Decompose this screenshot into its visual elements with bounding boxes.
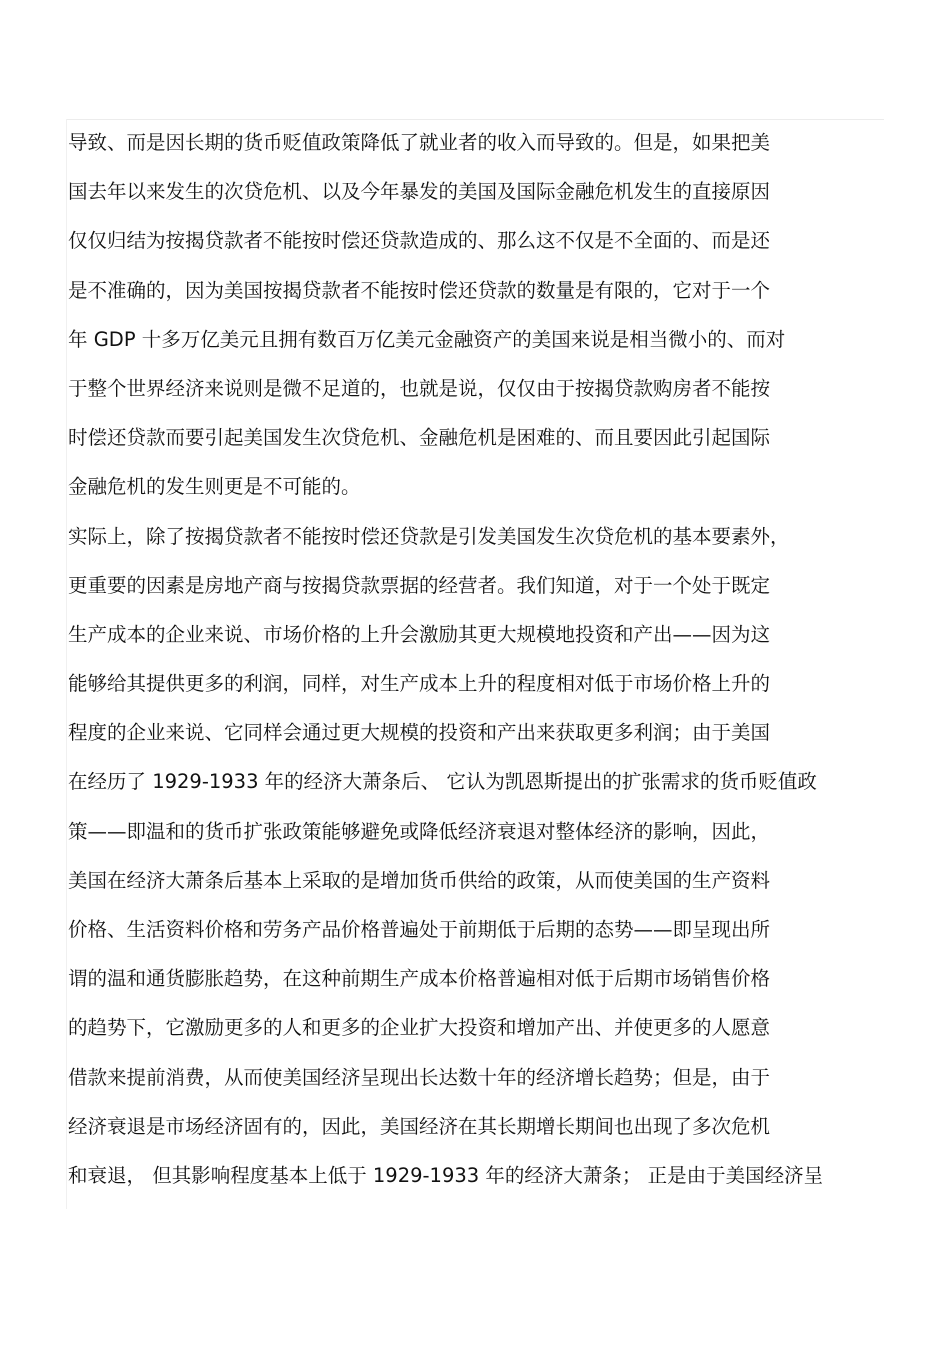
left-margin-line bbox=[66, 119, 67, 1209]
text-line-3: 仅仅归结为按揭贷款者不能按时偿还贷款造成的、那么这不仅是不全面的、而是还 bbox=[68, 229, 771, 253]
body-text bbox=[68, 126, 928, 1208]
text-line-17: 价格、生活资料价格和劳务产品价格普遍处于前期低于后期的态势——即呈现出所 bbox=[68, 918, 771, 941]
text-line-4: 是不准确的，因为美国按揭贷款者不能按时偿还贷款的数量是有限的，它对于一个 bbox=[68, 278, 771, 302]
text-line-2: 国去年以来发生的次贷危机、以及今年暴发的美国及国际金融危机发生的直接原因 bbox=[68, 180, 771, 204]
text-line-9: 实际上，除了按揭贷款者不能按时偿还贷款是引发美国发生次贷危机的基本要素外， bbox=[68, 524, 790, 548]
top-divider bbox=[66, 119, 884, 120]
text-line-21: 经济衰退是市场经济固有的，因此，美国经济在其长期增长期间也出现了多次危机 bbox=[68, 1114, 771, 1138]
text-line-22: 和衰退， 但其影响程度基本上低于 1929-1933 年的经济大萧条； 正是由于美国经济呈 bbox=[68, 1163, 824, 1187]
text-line-11: 生产成本的企业来说、市场价格的上升会激励其更大规模地投资和产出——因为这 bbox=[68, 622, 771, 646]
text-line-19: 的趋势下，它激励更多的人和更多的企业扩大投资和增加产出、并使更多的人愿意 bbox=[68, 1016, 771, 1040]
text-line-20: 借款来提前消费，从而使美国经济呈现出长达数十年的经济增长趋势；但是，由于 bbox=[68, 1065, 771, 1089]
text-line-15: 策——即温和的货币扩张政策能够避免或降低经济衰退对整体经济的影响，因此， bbox=[68, 819, 771, 843]
text-line-14: 在经历了 1929-1933 年的经济大萧条后、 它认为凯恩斯提出的扩张需求的货币贬值政 bbox=[68, 770, 817, 794]
text-line-16: 美国在经济大萧条后基本上采取的是增加货币供给的政策，从而使美国的生产资料 bbox=[68, 868, 771, 892]
text-line-7: 时偿还贷款而要引起美国发生次贷危机、金融危机是困难的、而且要因此引起国际 bbox=[68, 426, 771, 450]
text-line-18: 谓的温和通货膨胀趋势，在这种前期生产成本价格普遍相对低于后期市场销售价格 bbox=[68, 967, 771, 991]
text-line-12: 能够给其提供更多的利润，同样，对生产成本上升的程度相对低于市场价格上升的 bbox=[68, 672, 771, 696]
text-line-5: 年 GDP 十多万亿美元且拥有数百万亿美元金融资产的美国来说是相当微小的、而对 bbox=[68, 327, 786, 351]
text-line-1: 导致、而是因长期的货币贬值政策降低了就业者的收入而导致的。但是，如果把美 bbox=[68, 131, 771, 154]
text-line-10: 更重要的因素是房地产商与按揭贷款票据的经营者。我们知道，对于一个处于既定 bbox=[68, 573, 771, 597]
text-line-13: 程度的企业来说、它同样会通过更大规模的投资和产出来获取更多利润；由于美国 bbox=[68, 721, 771, 745]
text-line-8: 金融危机的发生则更是不可能的。 bbox=[68, 475, 361, 499]
text-line-6: 于整个世界经济来说则是微不足道的，也就是说，仅仅由于按揭贷款购房者不能按 bbox=[68, 376, 771, 400]
